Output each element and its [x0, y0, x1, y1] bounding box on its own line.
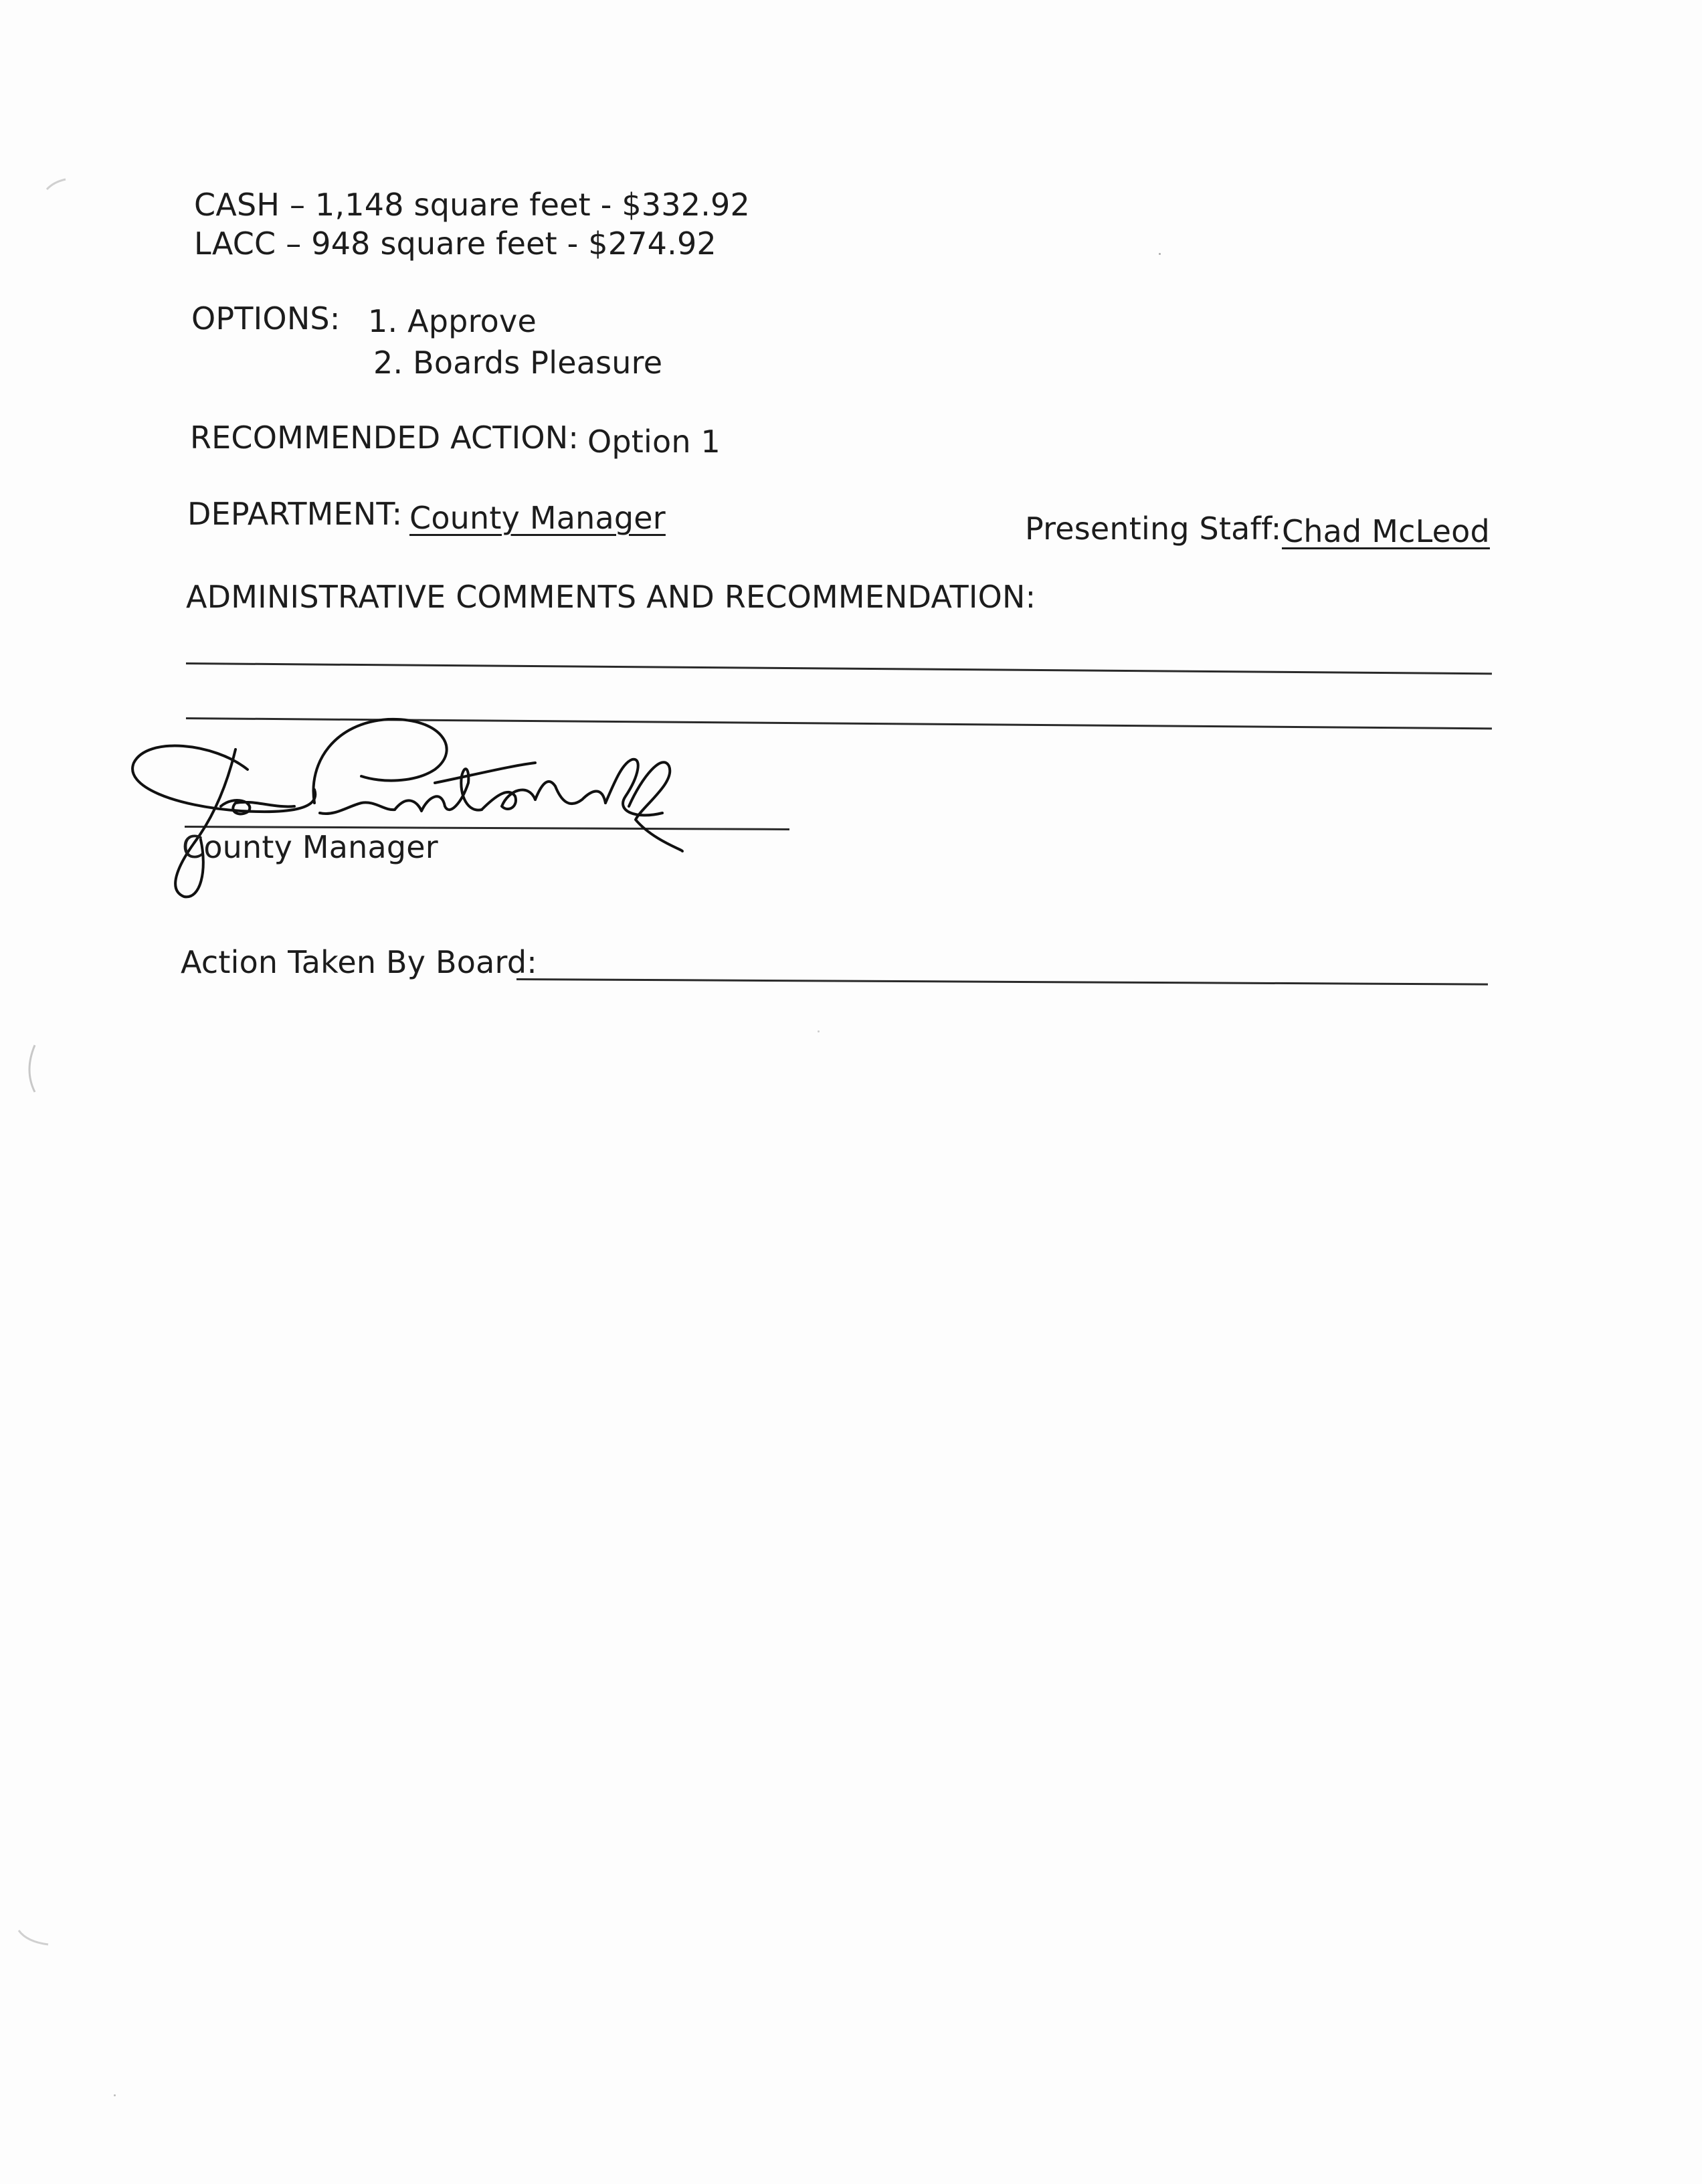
- cost-line-lacc: LACC – 948 square feet - $274.92: [194, 225, 717, 262]
- option-item-approve: 1. Approve: [368, 303, 537, 339]
- presenting-staff-value: Chad McLeod: [1282, 513, 1490, 549]
- recommended-action-label: RECOMMENDED ACTION:: [190, 420, 579, 456]
- option-item-boards-pleasure: 2. Boards Pleasure: [373, 345, 663, 381]
- presenting-staff-label: Presenting Staff:: [1025, 511, 1282, 547]
- department-value: County Manager: [409, 500, 666, 536]
- admin-comments-label: ADMINISTRATIVE COMMENTS AND RECOMMENDATION:: [186, 579, 1036, 615]
- signature-title: County Manager: [182, 829, 438, 865]
- action-taken-label: Action Taken By Board:: [181, 944, 537, 980]
- cost-line-cash: CASH – 1,148 square feet - $332.92: [194, 187, 750, 223]
- department-label: DEPARTMENT:: [187, 496, 403, 532]
- scan-speck: [1159, 253, 1161, 255]
- options-label: OPTIONS:: [191, 300, 341, 337]
- scan-speck: [818, 1030, 820, 1032]
- recommended-action-value: Option 1: [587, 424, 721, 460]
- scan-speck: [114, 2094, 116, 2096]
